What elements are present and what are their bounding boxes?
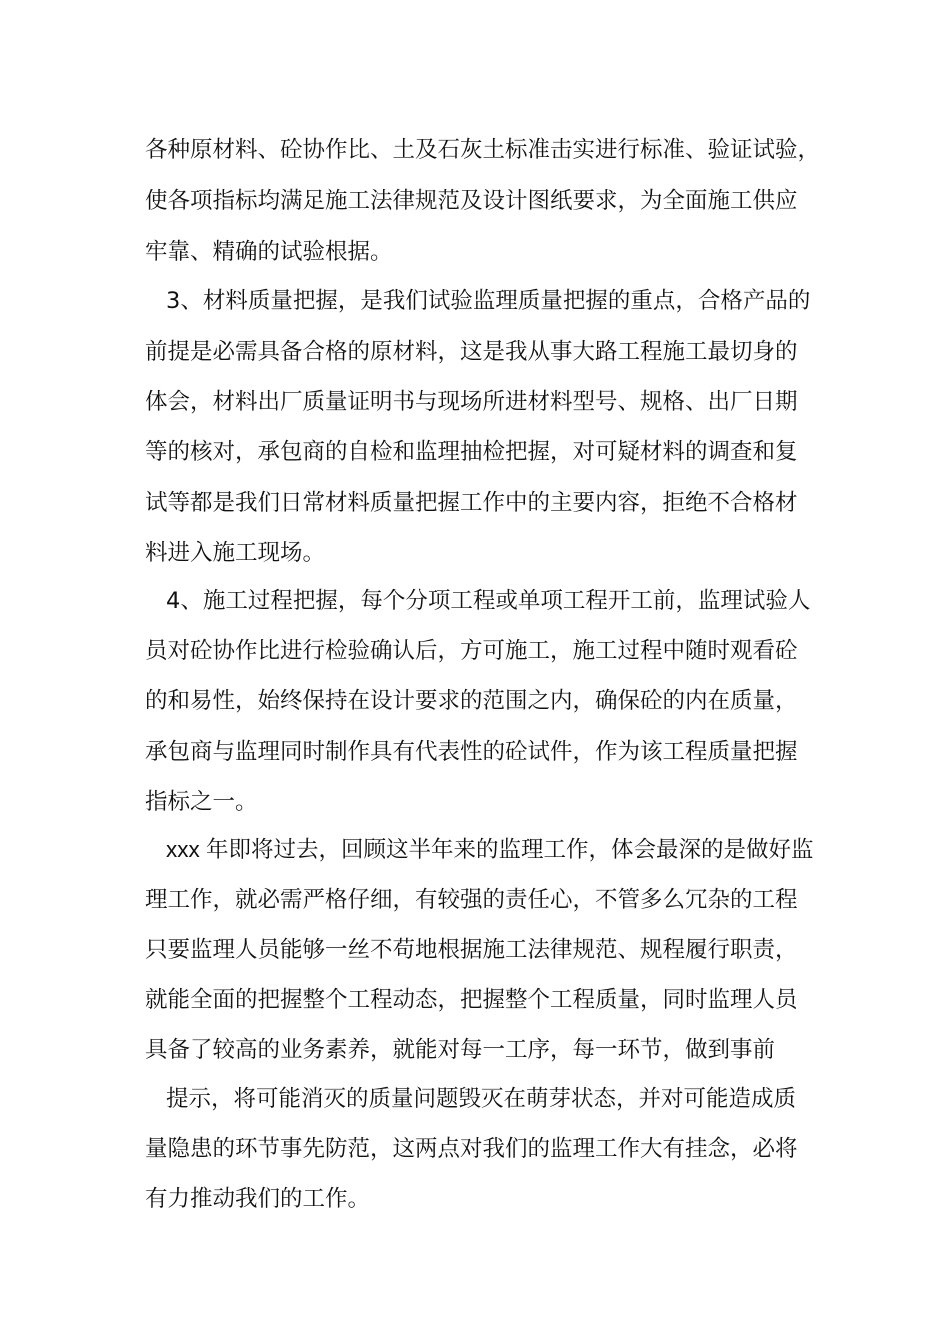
paragraph-line xyxy=(166,830,846,870)
paragraph-line: 使各项指标均满足施工法律规范及设计图纸要求，为全面施工供应 xyxy=(145,188,798,214)
year-placeholder: xxx xyxy=(166,837,207,862)
paragraph-line: 员对砼协作比进行检验确认后，方可施工，施工过程中随时观看砼 xyxy=(145,638,798,664)
paragraph-line: 有力推动我们的工作。 xyxy=(145,1186,371,1212)
paragraph-line: 指标之一。 xyxy=(145,789,258,815)
paragraph-line: 理工作，就必需严格仔细，有较强的责任心，不管多么冗杂的工程 xyxy=(145,887,798,913)
paragraph-line: 就能全面的把握整个工程动态，把握整个工程质量，同时监理人员 xyxy=(145,987,798,1013)
paragraph-line: 牢靠、精确的试验根据。 xyxy=(145,239,393,265)
paragraph-line: 3、材料质量把握，是我们试验监理质量把握的重点，合格产品的 xyxy=(166,288,811,314)
paragraph-line: 4、施工过程把握，每个分项工程或单项工程开工前，监理试验人 xyxy=(166,588,811,614)
paragraph-line: 提示，将可能消灭的质量问题毁灭在萌芽状态，并对可能造成质 xyxy=(166,1086,797,1112)
paragraph-line: 试等都是我们日常材料质量把握工作中的主要内容，拒绝不合格材 xyxy=(145,490,798,516)
paragraph-line: 具备了较高的业务素养，就能对每一工序，每一环节，做到事前 xyxy=(145,1037,776,1063)
paragraph-line: 的和易性，始终保持在设计要求的范围之内，确保砼的内在质量， xyxy=(145,688,798,714)
paragraph-line: 前提是必需具备合格的原材料，这是我从事大路工程施工最切身的 xyxy=(145,339,798,365)
paragraph-line: 料进入施工现场。 xyxy=(145,540,326,566)
paragraph-line-text: 年即将过去，回顾这半年来的监理工作，体会最深的是做好监 xyxy=(206,837,814,863)
paragraph-line: 只要监理人员能够一丝不苟地根据施工法律规范、规程履行职责， xyxy=(145,937,798,963)
paragraph-line: 承包商与监理同时制作具有代表性的砼试件，作为该工程质量把握 xyxy=(145,739,798,765)
paragraph-line: 等的核对，承包商的自检和监理抽检把握，对可疑材料的调查和复 xyxy=(145,439,798,465)
paragraph-line: 量隐患的环节事先防范，这两点对我们的监理工作大有挂念，必将 xyxy=(145,1136,798,1162)
paragraph-line: 体会，材料出厂质量证明书与现场所进材料型号、规格、出厂日期 xyxy=(145,389,798,415)
paragraph-line: 各种原材料、砼协作比、土及石灰土标准击实进行标准、验证试验， xyxy=(145,137,821,163)
